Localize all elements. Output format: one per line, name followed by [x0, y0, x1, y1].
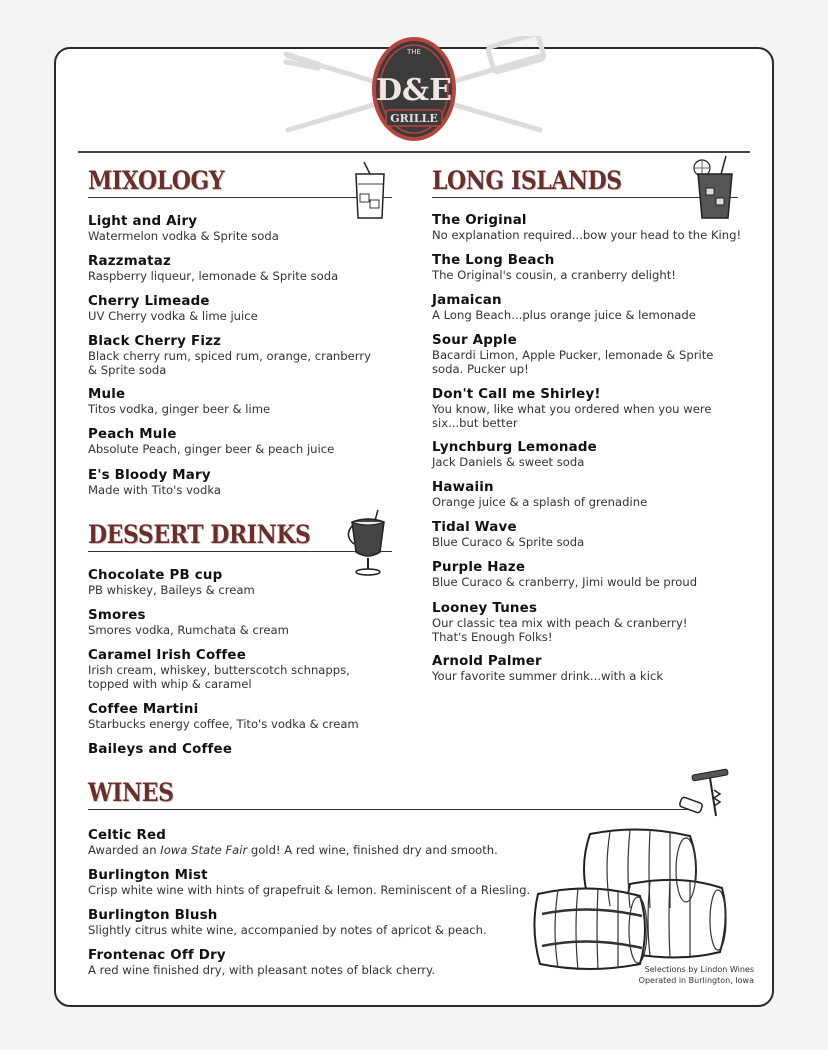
- long-islands-item: [432, 387, 711, 430]
- item-name: Caramel Irish Coffee: [88, 648, 246, 663]
- item-desc: The Original's cousin, a cranberry delight!: [432, 268, 676, 282]
- item-name: Looney Tunes: [432, 601, 538, 616]
- wine-item: [88, 868, 530, 898]
- logo-main: D&E: [376, 73, 452, 108]
- wines-title: WINES: [88, 778, 174, 807]
- mixology-item: [88, 387, 270, 417]
- item-name: Celtic Red: [88, 828, 167, 843]
- item-name: Burlington Mist: [88, 868, 208, 883]
- item-desc: PB whiskey, Baileys & cream: [88, 583, 255, 597]
- item-name: Light and Airy: [88, 214, 198, 229]
- item-desc: Blue Curaco & cranberry, Jimi would be proud: [432, 575, 698, 589]
- wine-credit: [614, 964, 754, 986]
- item-name: Burlington Blush: [88, 908, 218, 923]
- dessert-item: [88, 608, 289, 638]
- item-name: Razzmataz: [88, 254, 171, 269]
- mixology-rule: [88, 197, 392, 198]
- item-name: Smores: [88, 608, 146, 623]
- iced-tea-glass-icon: [690, 154, 738, 222]
- item-desc: Watermelon vodka & Sprite soda: [88, 229, 279, 243]
- item-name: Peach Mule: [88, 427, 177, 442]
- item-desc: No explanation required...bow your head to the King!: [432, 228, 742, 242]
- item-desc: Awarded an Iowa State Fair gold! A red wine, finished dry and smooth.: [88, 843, 498, 857]
- item-name: Arnold Palmer: [432, 654, 542, 669]
- item-desc: That's Enough Folks!: [432, 629, 553, 644]
- item-desc: Slightly citrus white wine, accompanied by notes of apricot & peach.: [88, 923, 487, 937]
- long-islands-item: [432, 480, 647, 510]
- item-desc: Blue Curaco & Sprite soda: [432, 535, 585, 549]
- long-islands-item: [432, 560, 697, 590]
- irish-coffee-glass-icon: [344, 508, 392, 578]
- item-name: Chocolate PB cup: [88, 568, 223, 583]
- item-desc: Starbucks energy coffee, Tito's vodka & cream: [88, 717, 359, 731]
- wine-item: [88, 948, 435, 978]
- item-name: Coffee Martini: [88, 702, 199, 717]
- long-islands-item: [432, 520, 584, 550]
- item-desc: Made with Tito's vodka: [88, 483, 221, 497]
- wine-item: [88, 828, 498, 858]
- item-desc: topped with whip & caramel: [88, 676, 252, 691]
- header-rule: [78, 151, 750, 153]
- item-desc: Jack Daniels & sweet soda: [432, 455, 585, 469]
- item-desc: Your favorite summer drink...with a kick: [432, 669, 664, 683]
- logo-top: THE: [407, 48, 421, 56]
- item-name: Baileys and Coffee: [88, 742, 233, 757]
- item-name: Cherry Limeade: [88, 294, 210, 309]
- item-name: Mule: [88, 387, 126, 402]
- item-desc: & Sprite soda: [88, 362, 167, 377]
- long-islands-title: LONG ISLANDS: [432, 166, 622, 195]
- long-islands-item: [432, 440, 597, 470]
- mixology-item: [88, 214, 279, 244]
- item-desc: Absolute Peach, ginger beer & peach juice: [88, 442, 335, 456]
- dessert-item: [88, 568, 255, 598]
- item-desc: soda. Pucker up!: [432, 361, 529, 376]
- item-desc: Our classic tea mix with peach & cranberry!: [432, 616, 688, 630]
- item-name: Purple Haze: [432, 560, 526, 575]
- long-islands-item: [432, 253, 676, 283]
- mixology-item: [88, 334, 371, 377]
- item-name: Black Cherry Fizz: [88, 334, 222, 349]
- item-name: The Long Beach: [432, 253, 555, 268]
- item-desc: Bacardi Limon, Apple Pucker, lemonade & Sprite: [432, 348, 714, 362]
- item-name: Sour Apple: [432, 333, 517, 348]
- item-desc: Titos vodka, ginger beer & lime: [88, 402, 271, 416]
- item-name: Lynchburg Lemonade: [432, 440, 597, 455]
- long-islands-item: [432, 213, 741, 243]
- dessert-item: [88, 742, 232, 758]
- dessert-title: DESSERT DRINKS: [88, 520, 311, 549]
- credit-line: Operated in Burlington, Iowa: [638, 976, 754, 985]
- item-desc: Irish cream, whiskey, butterscotch schnapps,: [88, 663, 350, 677]
- item-name: Frontenac Off Dry: [88, 948, 226, 963]
- item-name: Hawaiin: [432, 480, 494, 495]
- item-name: Don't Call me Shirley!: [432, 387, 601, 402]
- item-name: E's Bloody Mary: [88, 468, 211, 483]
- wines-rule: [88, 809, 694, 810]
- long-islands-item: [432, 293, 696, 323]
- item-desc: UV Cherry vodka & lime juice: [88, 309, 258, 323]
- wine-barrels-icon: [530, 824, 730, 974]
- item-name: Jamaican: [432, 293, 502, 308]
- cocktail-glass-icon: [350, 160, 390, 222]
- mixology-item: [88, 254, 338, 284]
- item-desc: six...but better: [432, 415, 518, 430]
- mixology-item: [88, 294, 258, 324]
- item-name: The Original: [432, 213, 527, 228]
- wine-item: [88, 908, 487, 938]
- mixology-item: [88, 468, 221, 498]
- long-islands-item: [432, 654, 663, 684]
- mixology-title: MIXOLOGY: [88, 166, 225, 195]
- corkscrew-icon: [676, 766, 748, 824]
- dessert-item: [88, 648, 350, 691]
- item-desc: Crisp white wine with hints of grapefruit & lemon. Reminiscent of a Riesling.: [88, 883, 531, 897]
- item-desc: You know, like what you ordered when you were: [432, 402, 712, 416]
- item-name: Tidal Wave: [432, 520, 517, 535]
- item-desc: A Long Beach...plus orange juice & lemonade: [432, 308, 696, 322]
- item-desc: Black cherry rum, spiced rum, orange, cranberry: [88, 349, 371, 363]
- credit-line: Selections by Lindon Wines: [644, 965, 754, 974]
- long-islands-item: [432, 601, 687, 644]
- logo: [278, 36, 550, 142]
- dessert-item: [88, 702, 359, 732]
- item-desc: Raspberry liqueur, lemonade & Sprite soda: [88, 269, 339, 283]
- item-desc: A red wine finished dry, with pleasant notes of black cherry.: [88, 963, 436, 977]
- long-islands-item: [432, 333, 713, 376]
- logo-bottom: GRILLE: [390, 112, 438, 125]
- item-desc: Orange juice & a splash of grenadine: [432, 495, 648, 509]
- item-desc: Smores vodka, Rumchata & cream: [88, 623, 289, 637]
- mixology-item: [88, 427, 334, 457]
